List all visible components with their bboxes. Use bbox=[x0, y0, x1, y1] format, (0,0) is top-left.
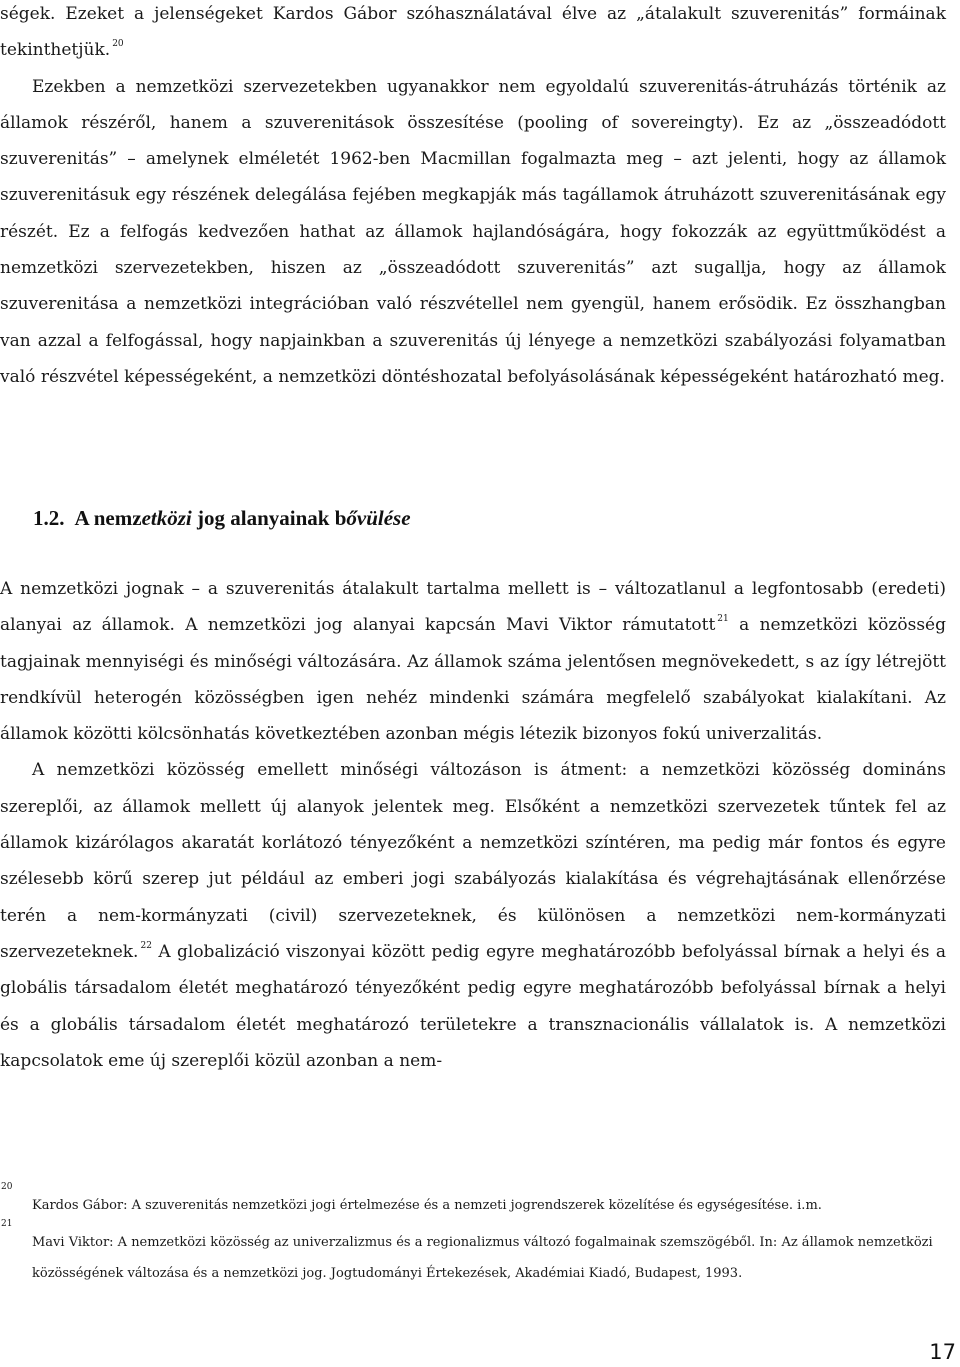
footnote-text: Mavi Viktor: A nemzetközi közösség az univerzalizmus és a regionalizmus változó fogalmainak szemszögéből. In: Az államok nemzetközi közösségének változása és a nemzetközi jog. Jogtudományi Értekezések, Akadémiai Kiadó, Budapest, 1993. bbox=[32, 1235, 933, 1281]
footnote-ref-22[interactable]: 22 bbox=[140, 940, 152, 951]
paragraph-4-text-b: A globalizáció viszonyai között pedig egyre meghatározóbb befolyással bírnak a helyi és a globális társadalom életét meghatározó tényezőként pedig egyre meghatározóbb befolyással bírnak a helyi és a globális társadalom életét meghatározó területekre a transznacionális vállalatok is. A nemzetközi kapcsolatok eme új szereplői közül azonban a nem- bbox=[0, 941, 946, 1071]
footnotes bbox=[0, 1182, 940, 1289]
section-heading bbox=[33, 506, 411, 531]
paragraph-2: Ezekben a nemzetközi szervezetekben ugyanakkor nem egyoldalú szuverenitás-átruházás történik az államok részéről, hanem a szuverenitások összesítése (pooling of sovereingty). Ez az „összeadódott szuverenitás” – amelynek elméletét 1962-ben Macmillan fogalmazta meg – azt jelenti, hogy az államok szuverenitásuk egy részének delegálása fejében megkapják más tagállamok átruházott szuverenitásának egy részét. Ez a felfogás kedvezően hathat az államok hajlandóságára, hogy fokozzák az együttműködést a nemzetközi szervezetekben, hiszen az „összeadódott szuverenitás” azt sugallja, hogy az államok szuverenitása a nemzetközi integrációban való részvétellel nem gyengül, hanem erősödik. Ez összhangban van azzal a felfogással, hogy napjainkban a szuverenitás új lényege a nemzetközi szabályozási folyamatban való részvétel képességeként, a nemzetközi döntéshozatal befolyásolásának képességeként határozható meg. bbox=[0, 76, 946, 387]
paragraph-3 bbox=[0, 571, 946, 752]
section-number: 1.2. bbox=[33, 506, 65, 530]
footnote-text: Kardos Gábor: A szuverenitás nemzetközi jogi értelmezése és a nemzeti jogrendszerek közelítése és egységesítése. i.m. bbox=[32, 1198, 822, 1213]
page-number: 17 bbox=[929, 1340, 956, 1364]
section-title-part-2: etközi bbox=[141, 506, 192, 530]
footnote-21 bbox=[0, 1219, 940, 1289]
paragraph-1-text: ségek. Ezeket a jelenségeket Kardos Gábor szóhasználatával élve az „átalakult szuverenitás” formáinak tekinthetjük. bbox=[0, 4, 946, 61]
section-title-part-4: ővülése bbox=[346, 506, 411, 530]
section-title-part-1: A nemz bbox=[74, 506, 142, 530]
footnote-20 bbox=[0, 1182, 940, 1221]
paragraph-4 bbox=[0, 752, 946, 1079]
footnote-divider bbox=[0, 1158, 160, 1159]
section-title-part-3: jog alanyainak b bbox=[191, 506, 347, 530]
footnote-number: 21 bbox=[1, 1219, 13, 1229]
footnote-number: 20 bbox=[1, 1182, 13, 1192]
paragraph-3-text-a: A nemzetközi jognak – a szuverenitás átalakult tartalma mellett is – változatlanul a legfontosabb (eredeti) alanyai az államok. A nemzetközi jog alanyai kapcsán Mavi Viktor rámutatott bbox=[0, 579, 946, 636]
body-text-lower bbox=[0, 571, 946, 1079]
body-text-upper bbox=[0, 0, 946, 395]
paragraph-3-text-b: a nemzetközi közösség tagjainak mennyiségi és minőségi változására. Az államok száma jelentősen megnövekedett, s az így létrejött rendkívül heterogén közösségben igen nehéz mindenki számára megfelelő szabályokat kialakítani. Az államok közötti kölcsönhatás következtében azonban mégis létezik bizonyos fokú univerzalitás. bbox=[0, 615, 946, 745]
footnote-ref-20[interactable]: 20 bbox=[112, 39, 124, 50]
paragraph-4-text-a: A nemzetközi közösség emellett minőségi változáson is átment: a nemzetközi közösség domináns szereplői, az államok mellett új alanyok jelentek meg. Elsőként a nemzetközi szervezetek tűntek fel az államok kizárólagos akaratát korlátozó tényezőként a nemzetközi színtéren, ma pedig már fontos és egyre szélesebb körű szerep jut például az emberi jogi szabályozás kialakítása és végrehajtásának ellenőrzése terén a nem-kormányzati (civil) szervezeteknek, és különösen a nemzetközi nem-kormányzati szervezeteknek. bbox=[0, 760, 946, 962]
footnote-ref-21[interactable]: 21 bbox=[717, 614, 729, 625]
paragraph-1 bbox=[0, 0, 946, 69]
